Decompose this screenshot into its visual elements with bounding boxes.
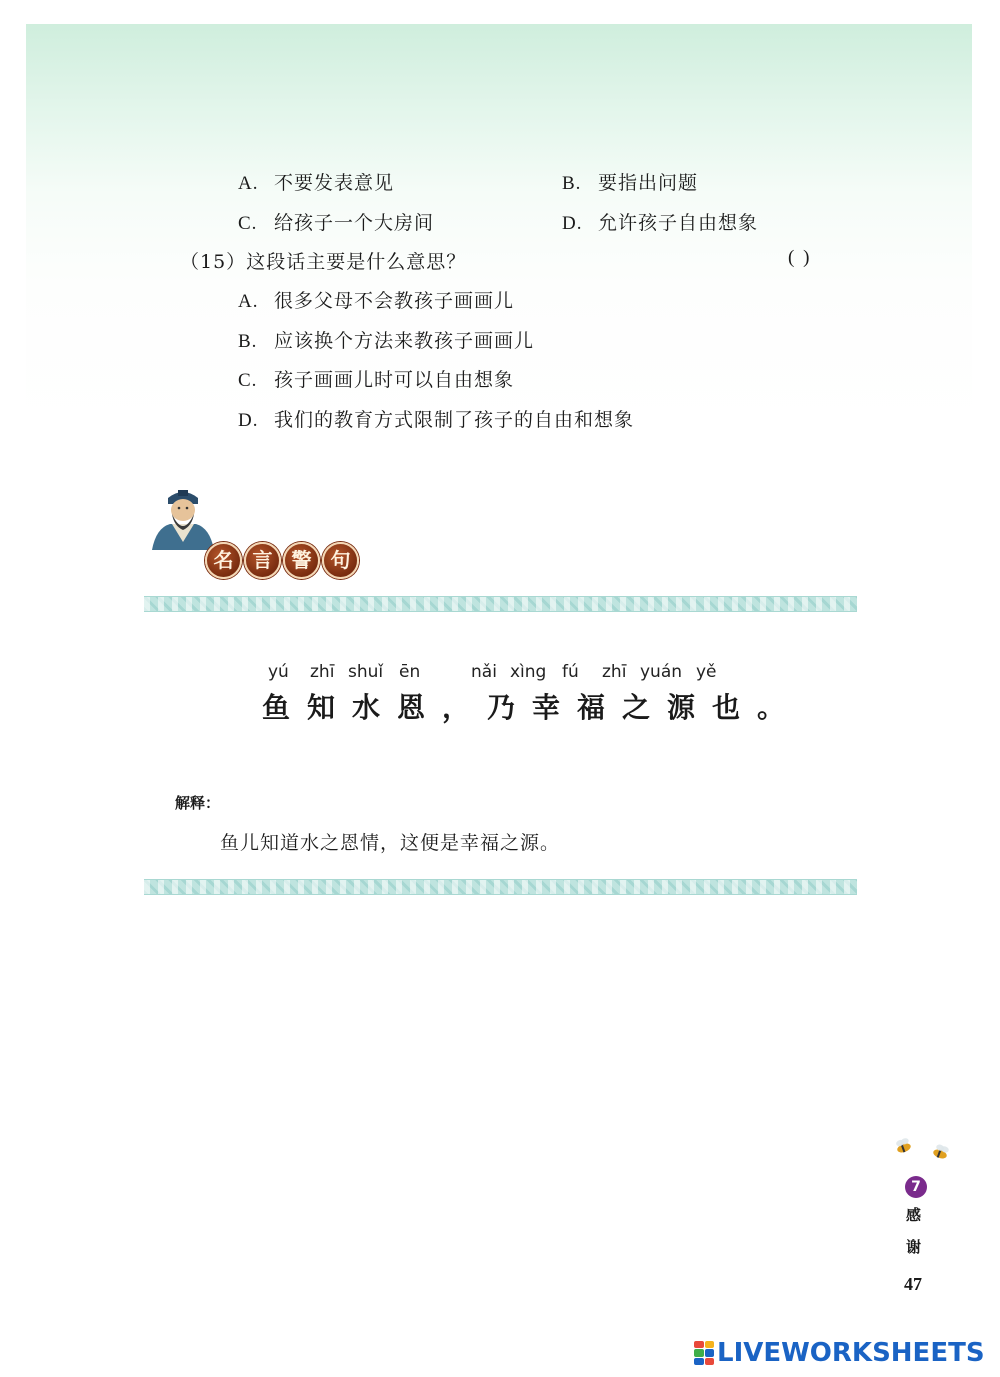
q15-option-a[interactable] xyxy=(238,286,514,313)
pinyin: shuǐ xyxy=(348,662,384,682)
option-letter: C. xyxy=(238,370,258,391)
q15-option-c[interactable] xyxy=(238,365,514,392)
pinyin: yuán xyxy=(640,662,683,682)
logo-blocks-icon xyxy=(694,1341,714,1365)
question-text: 这段话主要是什么意思？ xyxy=(246,251,467,273)
option-text: 不要发表意见 xyxy=(274,172,395,194)
option-letter: A. xyxy=(238,173,259,194)
decorative-band-top xyxy=(144,596,857,612)
logo-text: LIVEWORKSHEETS xyxy=(717,1338,985,1368)
pinyin: nǎi xyxy=(471,662,497,682)
page-number: 47 xyxy=(904,1274,922,1294)
option-letter: C. xyxy=(238,213,258,234)
q15-option-d[interactable] xyxy=(238,405,634,432)
option-text: 给孩子一个大房间 xyxy=(274,212,435,234)
pinyin: yú xyxy=(268,662,289,682)
question-15 xyxy=(180,247,466,274)
section-title-badges xyxy=(205,542,359,579)
option-text: 很多父母不会教孩子画画儿 xyxy=(274,290,515,312)
option-letter: B. xyxy=(238,331,258,352)
q14-option-b[interactable] xyxy=(562,168,698,195)
explanation-text: 鱼儿知道水之恩情，这便是幸福之源。 xyxy=(220,832,561,854)
option-letter: A. xyxy=(238,291,259,312)
option-letter: D. xyxy=(562,213,583,234)
option-text: 我们的教育方式限制了孩子的自由和想象 xyxy=(274,409,635,431)
quote-sentence: 鱼知水恩，乃幸福之源也。 xyxy=(262,691,803,724)
title-badge: 句 xyxy=(322,542,359,579)
option-text: 要指出问题 xyxy=(598,172,699,194)
option-letter: B. xyxy=(562,173,582,194)
title-badge: 言 xyxy=(244,542,281,579)
unit-title-char: 谢 xyxy=(906,1238,922,1256)
sage-illustration xyxy=(148,484,218,550)
explanation-label: 解释： xyxy=(175,794,221,812)
option-letter: D. xyxy=(238,410,259,431)
pinyin: ēn xyxy=(399,662,421,682)
option-text: 允许孩子自由想象 xyxy=(598,212,759,234)
pinyin: xìng xyxy=(510,662,547,682)
bees-icon xyxy=(892,1134,956,1168)
pinyin: zhī xyxy=(310,662,335,682)
pinyin: fú xyxy=(562,662,579,682)
liveworksheets-logo[interactable] xyxy=(694,1338,985,1368)
option-text: 应该换个方法来教孩子画画儿 xyxy=(274,330,535,352)
title-badge: 警 xyxy=(283,542,320,579)
q14-option-d[interactable] xyxy=(562,208,758,235)
unit-number-badge: 7 xyxy=(905,1176,927,1198)
unit-title-char: 感 xyxy=(906,1206,922,1224)
title-badge: 名 xyxy=(205,542,242,579)
pinyin-row xyxy=(262,662,732,686)
q15-option-b[interactable] xyxy=(238,326,534,353)
q14-option-c[interactable] xyxy=(238,208,434,235)
pinyin: yě xyxy=(696,662,717,682)
decorative-band-bottom xyxy=(144,879,857,895)
q14-option-a[interactable] xyxy=(238,168,394,195)
answer-blank[interactable]: ( ) xyxy=(788,247,812,268)
pinyin: zhī xyxy=(602,662,627,682)
option-text: 孩子画画儿时可以自由想象 xyxy=(274,369,515,391)
question-number: （15） xyxy=(180,251,247,273)
